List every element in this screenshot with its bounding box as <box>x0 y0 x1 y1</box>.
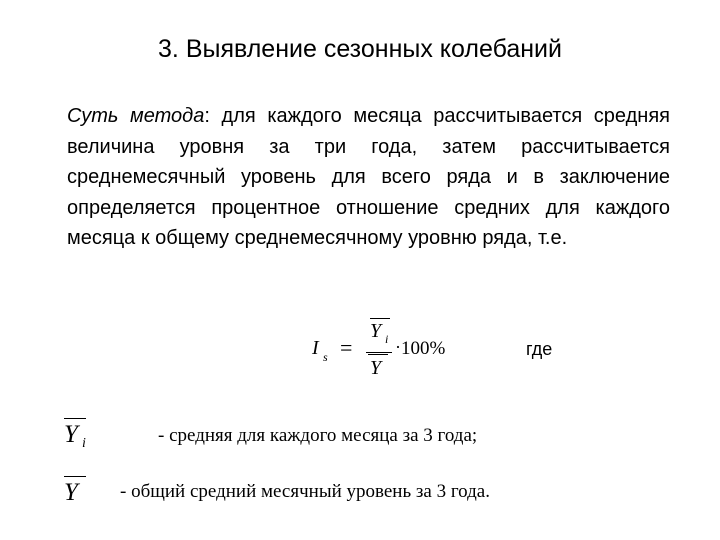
formula-equals: = <box>340 335 353 360</box>
numerator-subscript: i <box>385 332 389 346</box>
formula-percent: 100% <box>401 338 446 359</box>
legend-symbol-letter: Y <box>64 479 78 506</box>
legend-symbol-overline <box>64 418 86 419</box>
formula-multiply-dot: · <box>395 337 401 357</box>
method-lead: Суть метода <box>67 105 205 127</box>
formula-lhs-subscript: s <box>323 350 328 364</box>
slide-title: 3. Выявление сезонных колебаний <box>158 35 562 63</box>
legend-symbol-letter: Y <box>64 421 78 448</box>
denominator-overline <box>368 354 388 355</box>
legend-description-monthly-average: - средняя для каждого месяца за 3 года; <box>158 425 478 446</box>
legend-symbol-overall-average <box>64 476 94 516</box>
numerator-overline <box>370 318 390 319</box>
fraction-bar <box>366 352 392 353</box>
numerator-symbol: Y <box>370 320 382 342</box>
legend-symbol-monthly-average <box>64 418 94 458</box>
formula-denominator <box>368 354 392 384</box>
formula-numerator <box>370 318 394 350</box>
formula-lhs: I <box>312 337 319 359</box>
method-description <box>67 101 670 254</box>
method-body: : для каждого месяца рассчитывается средняя величина уровня за три года, затем рассчитывается среднемесячный уровень для всего ряда и в заключение определяется процентное отношение средних для каждого месяца к общему среднемесячному уровню ряда, т.е. <box>67 105 670 249</box>
legend-symbol-subscript: i <box>82 436 86 451</box>
seasonality-index-formula <box>308 318 488 388</box>
where-label: где <box>526 339 553 359</box>
legend-description-overall-average: - общий средний месячный уровень за 3 года. <box>120 481 490 502</box>
denominator-symbol: Y <box>370 357 382 379</box>
legend-symbol-overline <box>64 476 86 477</box>
